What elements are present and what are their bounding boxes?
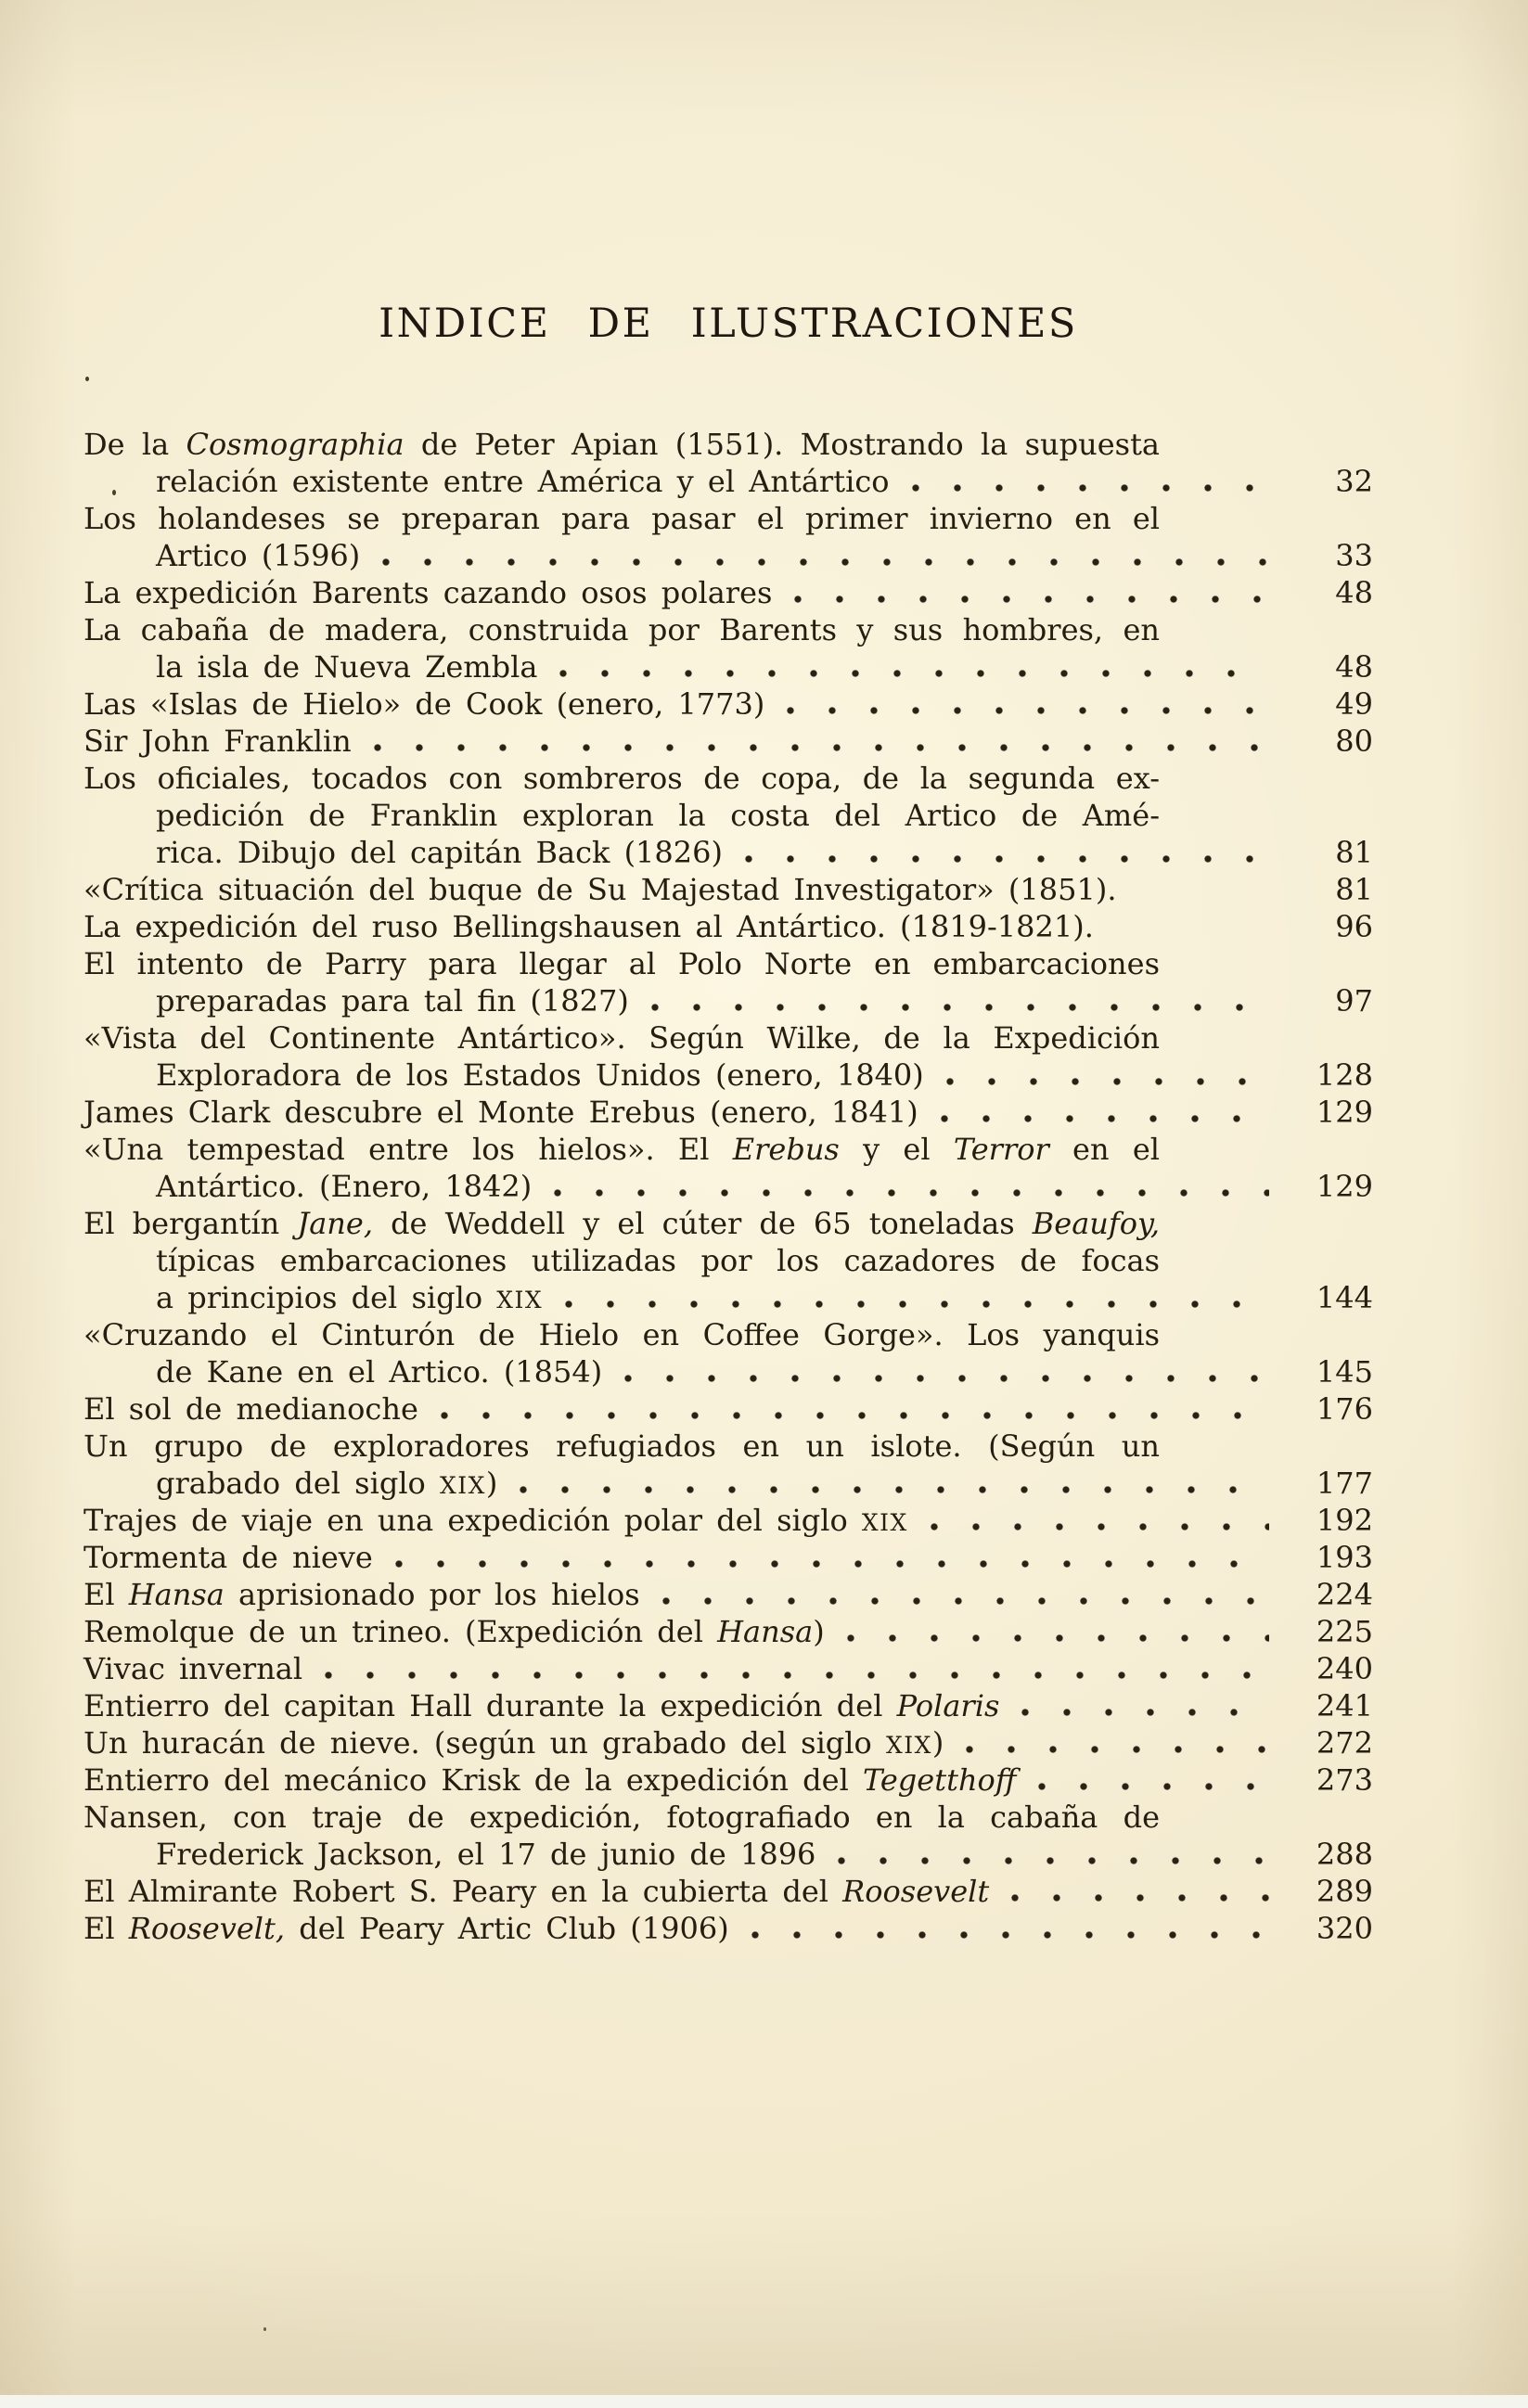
toc-line <box>83 1279 1373 1316</box>
entry-text: relación existente entre América y el Antártico <box>156 464 890 499</box>
toc-line <box>83 426 1373 463</box>
entry-title <box>156 648 537 685</box>
page-number: 289 <box>1316 1874 1373 1909</box>
entry-title <box>83 1799 1160 1836</box>
toc-line <box>83 760 1373 797</box>
entry-title <box>83 1687 999 1724</box>
toc-line <box>83 723 1373 760</box>
toc-entry <box>83 1687 1373 1724</box>
italic-text: Erebus <box>732 1132 840 1167</box>
entry-text: preparadas para tal fin (1827) <box>156 983 629 1018</box>
toc-line <box>83 1019 1373 1057</box>
toc-line <box>83 611 1373 648</box>
entry-text: El sol de medianoche <box>83 1391 418 1427</box>
scan-edge-strip <box>0 2395 1528 2408</box>
entry-title <box>156 1168 532 1205</box>
toc-entry <box>83 1131 1373 1205</box>
italic-text: Hansa <box>717 1614 814 1649</box>
italic-text: Jane, <box>297 1206 373 1241</box>
entry-title <box>83 1131 1160 1168</box>
toc-line <box>83 1761 1373 1799</box>
page-number: 192 <box>1316 1503 1373 1538</box>
toc-entry <box>83 1724 1373 1761</box>
toc-line <box>83 1057 1373 1094</box>
entry-text: Sir John Franklin <box>83 724 352 759</box>
toc-line <box>83 982 1373 1019</box>
dot-leader <box>374 744 1269 751</box>
page-number: 32 <box>1335 464 1373 499</box>
entry-title <box>83 611 1160 648</box>
toc-line <box>83 1799 1373 1836</box>
toc-entry <box>83 1316 1373 1390</box>
dot-leader <box>966 1746 1269 1753</box>
entry-text: Los holandeses se preparan para pasar el primer invierno en el <box>83 501 1160 536</box>
toc-entry <box>83 1539 1373 1576</box>
dot-leader <box>847 1634 1269 1642</box>
toc-line <box>83 537 1373 574</box>
entry-text: Trajes de viaje en una expedición polar del siglo <box>83 1503 862 1538</box>
dot-leader <box>941 1115 1269 1122</box>
toc-entry <box>83 723 1373 760</box>
toc-entry <box>83 426 1373 500</box>
dust-speck <box>85 377 89 381</box>
entry-text: de Weddell y el cúter de 65 toneladas <box>372 1206 1033 1241</box>
toc-line <box>83 1205 1373 1242</box>
toc-line <box>83 500 1373 537</box>
page-number: 48 <box>1335 575 1373 610</box>
entry-text: rica. Dibujo del capitán Back (1826) <box>156 835 723 870</box>
entry-title <box>83 1539 373 1576</box>
entry-text: «Cruzando el Cinturón de Hielo en Coffee Gorge». Los yanquis <box>83 1317 1160 1352</box>
toc-line <box>83 1242 1373 1279</box>
dot-leader <box>395 1560 1269 1568</box>
entry-text: la isla de Nueva Zembla <box>156 649 538 685</box>
dot-leader <box>624 1375 1269 1382</box>
toc-entry <box>83 500 1373 574</box>
toc-entry <box>83 1502 1373 1539</box>
entry-text: Frederick Jackson, el 17 de junio de 1896 <box>156 1837 816 1872</box>
dot-leader <box>1011 1894 1269 1902</box>
toc-line <box>83 871 1373 908</box>
page-number: 33 <box>1335 538 1373 573</box>
entry-title <box>156 1465 497 1505</box>
toc-entry <box>83 908 1373 945</box>
entry-title <box>83 723 352 760</box>
dot-leader <box>559 670 1269 677</box>
toc-entry <box>83 1910 1373 1947</box>
toc-line <box>83 1316 1373 1353</box>
entry-text: Vivac invernal <box>83 1651 303 1686</box>
toc-line <box>83 1687 1373 1724</box>
smallcaps-text: XIX <box>496 1287 544 1313</box>
entry-text: Nansen, con traje de expedición, fotografiado en la cabaña de <box>83 1800 1160 1835</box>
entry-text: grabado del siglo <box>156 1466 440 1501</box>
toc-entry <box>83 1873 1373 1910</box>
toc-list <box>83 426 1373 1947</box>
toc-line <box>83 648 1373 685</box>
dust-speck <box>112 490 116 495</box>
dot-leader <box>520 1486 1269 1493</box>
entry-text: de Kane en el Artico. (1854) <box>156 1354 603 1390</box>
toc-entry <box>83 945 1373 1019</box>
toc-line <box>83 1539 1373 1576</box>
toc-line <box>83 1428 1373 1465</box>
entry-title <box>83 1094 918 1131</box>
entry-text: Un grupo de exploradores refugiados en un islote. (Según un <box>83 1428 1160 1464</box>
entry-title <box>83 685 764 723</box>
entry-text: «Crítica situación del buque de Su Majestad Investigator» (1851). <box>83 872 1117 907</box>
entry-title <box>83 1428 1160 1465</box>
entry-text: Entierro del capitan Hall durante la expedición del <box>83 1688 897 1723</box>
entry-title <box>83 1502 908 1542</box>
toc-entry <box>83 574 1373 611</box>
page-number: 273 <box>1316 1762 1373 1798</box>
toc-line <box>83 797 1373 834</box>
dot-leader <box>745 855 1269 863</box>
toc-line <box>83 685 1373 723</box>
italic-text: Tegetthoff <box>863 1762 1017 1798</box>
dust-speck <box>263 2327 266 2331</box>
entry-title <box>156 1353 602 1390</box>
entry-title <box>156 537 360 574</box>
page-number: 240 <box>1316 1651 1373 1686</box>
entry-text: Entierro del mecánico Krisk de la expedición del <box>83 1762 863 1798</box>
entry-text: Antártico. (Enero, 1842) <box>156 1169 533 1204</box>
entry-text: típicas embarcaciones utilizadas por los cazadores de focas <box>156 1243 1160 1278</box>
toc-line <box>83 1873 1373 1910</box>
page-number: 320 <box>1316 1911 1373 1946</box>
dot-leader <box>1116 929 1269 937</box>
entry-text: De la <box>83 427 186 462</box>
toc-line <box>83 1576 1373 1613</box>
entry-title <box>83 1205 1160 1242</box>
dot-leader <box>946 1078 1269 1085</box>
dot-leader <box>794 596 1269 603</box>
entry-title <box>83 871 1117 908</box>
entry-title <box>156 463 890 500</box>
page-number: 224 <box>1316 1577 1373 1612</box>
dot-leader <box>787 707 1269 714</box>
entry-text: y el <box>839 1132 954 1167</box>
toc-entry <box>83 1799 1373 1873</box>
toc-line <box>83 1836 1373 1873</box>
entry-text: del Peary Artic Club (1906) <box>285 1911 729 1946</box>
page-number: 193 <box>1316 1540 1373 1575</box>
entry-text: aprisionado por los hielos <box>224 1577 640 1612</box>
entry-text: James Clark descubre el Monte Erebus (enero, 1841) <box>83 1095 918 1130</box>
toc-entry <box>83 760 1373 871</box>
page-number: 81 <box>1335 872 1373 907</box>
entry-text: La expedición del ruso Bellingshausen al Antártico. (1819-1821). <box>83 909 1094 944</box>
entry-title <box>83 1873 989 1910</box>
entry-text: Remolque de un trineo. (Expedición del <box>83 1614 718 1649</box>
entry-text: Las «Islas de Hielo» de Cook (enero, 1773) <box>83 686 765 722</box>
page-number: 288 <box>1316 1837 1373 1872</box>
toc-entry <box>83 1390 1373 1428</box>
entry-title <box>156 1242 1160 1279</box>
entry-title <box>83 1613 825 1650</box>
dot-leader <box>931 1523 1269 1531</box>
entry-text: La expedición Barents cazando osos polares <box>83 575 773 610</box>
toc-line <box>83 1613 1373 1650</box>
entry-title <box>156 1057 924 1094</box>
entry-title <box>156 797 1160 834</box>
entry-title <box>83 945 1160 982</box>
entry-text: El <box>83 1577 129 1612</box>
entry-text: «Vista del Continente Antártico». Según Wilke, de la Expedición <box>83 1020 1160 1056</box>
dot-leader <box>554 1189 1269 1197</box>
toc-line <box>83 574 1373 611</box>
smallcaps-text: XIX <box>861 1509 908 1536</box>
toc-line <box>83 1910 1373 1947</box>
entry-text: El bergantín <box>83 1206 298 1241</box>
smallcaps-text: XIX <box>885 1732 932 1759</box>
entry-text: en el <box>1048 1132 1161 1167</box>
entry-title <box>83 760 1160 797</box>
entry-title <box>83 1316 1160 1353</box>
page-number: 145 <box>1316 1354 1373 1390</box>
entry-text: a principios del siglo <box>156 1280 497 1315</box>
dot-leader <box>912 484 1270 492</box>
entry-title <box>156 834 723 871</box>
entry-text: ) <box>485 1466 498 1501</box>
page-number: 49 <box>1335 686 1373 722</box>
entry-text: Tormenta de nieve <box>83 1540 373 1575</box>
entry-title <box>83 1576 640 1613</box>
entry-title <box>83 908 1094 945</box>
page-number: 128 <box>1316 1057 1373 1093</box>
toc-line <box>83 1131 1373 1168</box>
entry-text: Exploradora de los Estados Unidos (enero, 1840) <box>156 1057 924 1093</box>
page-number: 241 <box>1316 1688 1373 1723</box>
page-number: 176 <box>1316 1391 1373 1427</box>
page-number: 48 <box>1335 649 1373 685</box>
dot-leader <box>1139 892 1270 900</box>
toc-entry <box>83 685 1373 723</box>
dot-leader <box>441 1412 1269 1419</box>
smallcaps-text: XIX <box>439 1472 486 1499</box>
entry-text: ) <box>931 1725 944 1761</box>
toc-line <box>83 834 1373 871</box>
toc-line <box>83 463 1373 500</box>
entry-text: Los oficiales, tocados con sombreros de copa, de la segunda ex- <box>83 761 1160 796</box>
entry-title <box>156 1279 543 1319</box>
dot-leader <box>1021 1709 1269 1716</box>
book-page <box>0 301 1528 1947</box>
toc-entry <box>83 1650 1373 1687</box>
entry-text: «Una tempestad entre los hielos». El <box>83 1132 733 1167</box>
entry-text: La cabaña de madera, construida por Barents y sus hombres, en <box>83 612 1160 647</box>
dot-leader <box>838 1857 1269 1864</box>
toc-line <box>83 1724 1373 1761</box>
page-number: 272 <box>1316 1725 1373 1761</box>
entry-text: El Almirante Robert S. Peary en la cubierta del <box>83 1874 843 1909</box>
entry-title <box>83 500 1160 537</box>
scanned-book-page <box>0 301 1528 2408</box>
entry-title <box>83 1650 302 1687</box>
italic-text: Cosmographia <box>186 427 404 462</box>
italic-text: Hansa <box>128 1577 225 1612</box>
toc-entry <box>83 611 1373 685</box>
dot-leader <box>325 1672 1269 1679</box>
dot-leader <box>751 1931 1269 1939</box>
entry-title <box>83 1019 1160 1057</box>
page-number: 81 <box>1335 835 1373 870</box>
entry-title <box>156 982 629 1019</box>
entry-text: ) <box>813 1614 825 1649</box>
entry-title <box>83 1724 944 1764</box>
page-number: 80 <box>1335 724 1373 759</box>
toc-line <box>83 1168 1373 1205</box>
toc-entry <box>83 1576 1373 1613</box>
page-number: 97 <box>1335 983 1373 1018</box>
italic-text: Polaris <box>896 1688 1000 1723</box>
toc-line <box>83 1650 1373 1687</box>
toc-entry <box>83 1094 1373 1131</box>
page-number: 177 <box>1316 1466 1373 1501</box>
dot-leader <box>382 558 1269 566</box>
toc-line <box>83 945 1373 982</box>
entry-text: de Peter Apian (1551). Mostrando la supuesta <box>404 427 1161 462</box>
page-number: 144 <box>1316 1280 1373 1315</box>
toc-line <box>83 1502 1373 1539</box>
toc-entry <box>83 1761 1373 1799</box>
entry-title <box>83 1910 729 1947</box>
toc-entry <box>83 1019 1373 1094</box>
italic-text: Terror <box>953 1132 1049 1167</box>
italic-text: Roosevelt, <box>128 1911 286 1946</box>
page-number: 129 <box>1316 1095 1373 1130</box>
toc-line <box>83 1390 1373 1428</box>
entry-text: El intento de Parry para llegar al Polo Norte en embarcaciones <box>83 946 1160 981</box>
toc-line <box>83 1465 1373 1502</box>
entry-title <box>83 426 1160 463</box>
dot-leader <box>1038 1783 1269 1790</box>
toc-line <box>83 908 1373 945</box>
page-number: 96 <box>1335 909 1373 944</box>
dot-leader <box>662 1597 1269 1605</box>
toc-entry <box>83 871 1373 908</box>
entry-title <box>156 1836 815 1873</box>
entry-text: Un huracán de nieve. (según un grabado del siglo <box>83 1725 886 1761</box>
page-number: 129 <box>1316 1169 1373 1204</box>
dot-leader <box>651 1004 1269 1011</box>
entry-text: pedición de Franklin exploran la costa del Artico de Amé- <box>156 798 1160 833</box>
entry-text: El <box>83 1911 129 1946</box>
entry-title <box>83 1390 418 1428</box>
page-title: INDICE DE ILUSTRACIONES <box>379 301 1078 347</box>
dot-leader <box>565 1300 1269 1308</box>
italic-text: Beaufoy, <box>1032 1206 1161 1241</box>
toc-entry <box>83 1613 1373 1650</box>
entry-text: Artico (1596) <box>156 538 361 573</box>
italic-text: Roosevelt <box>842 1874 990 1909</box>
toc-line <box>83 1094 1373 1131</box>
toc-line <box>83 1353 1373 1390</box>
entry-title <box>83 1761 1016 1799</box>
toc-entry <box>83 1205 1373 1316</box>
entry-title <box>83 574 772 611</box>
toc-entry <box>83 1428 1373 1502</box>
page-number: 225 <box>1316 1614 1373 1649</box>
